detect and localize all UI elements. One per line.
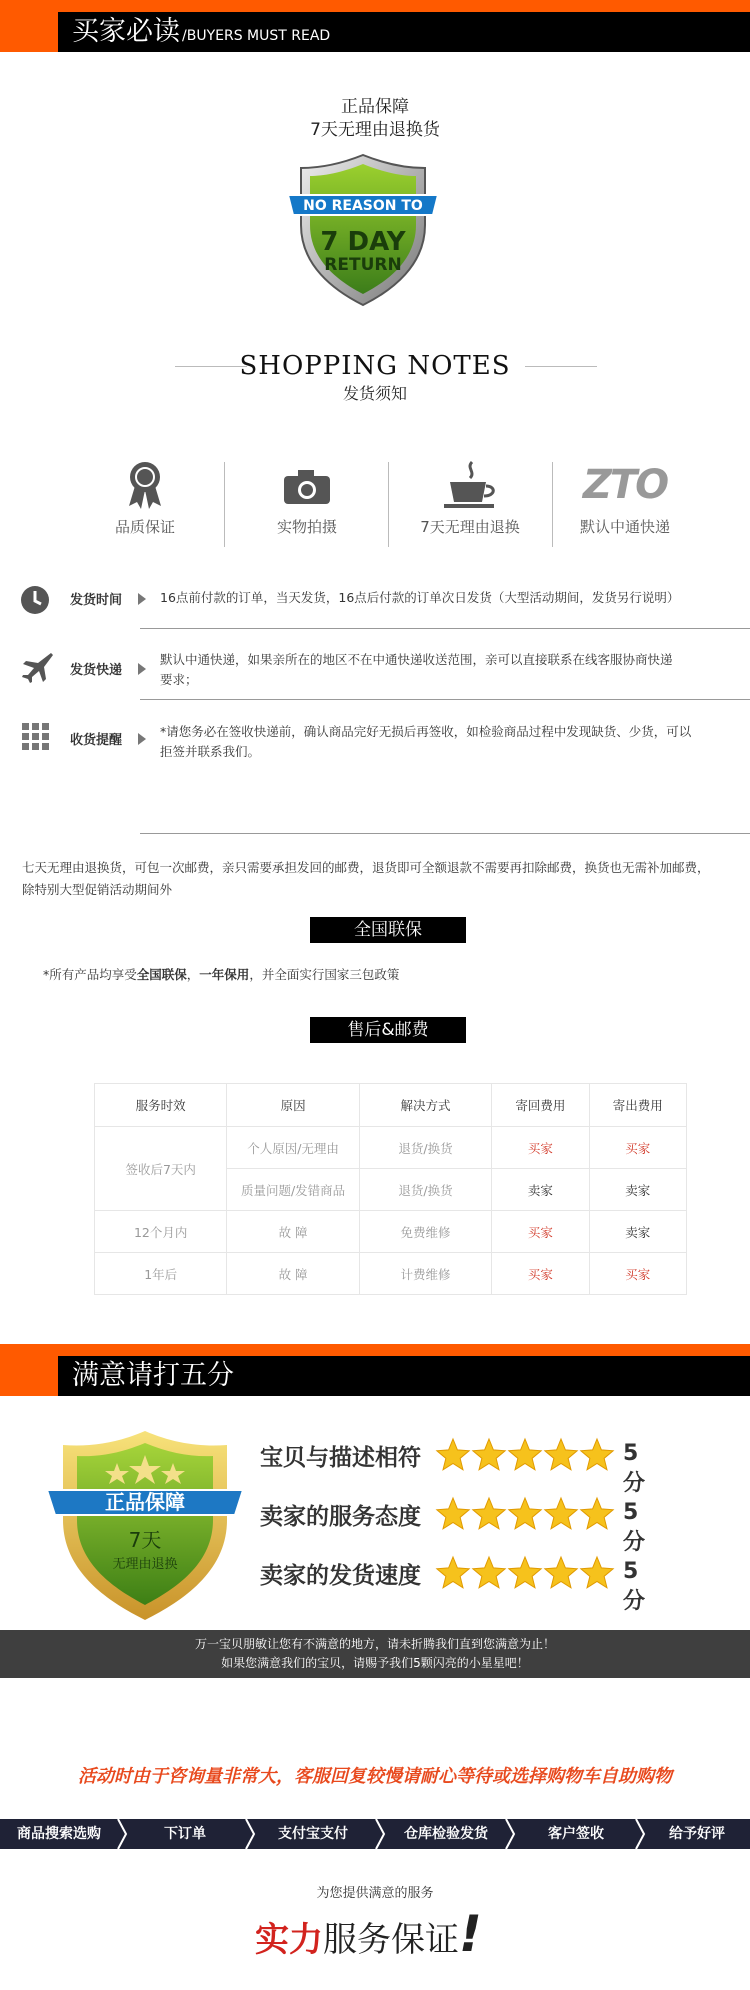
rating-banner-line2: 如果您满意我们的宝贝，请赐予我们5颗闪亮的小星星吧！ bbox=[221, 1656, 529, 1670]
star-icon bbox=[473, 1439, 505, 1470]
chevron-right-icon bbox=[636, 1819, 644, 1849]
table-cell-reason: 故 障 bbox=[227, 1253, 359, 1295]
service-small-text: 为您提供满意的服务 bbox=[316, 1886, 434, 1901]
star-icon bbox=[473, 1557, 505, 1588]
note-text-line1: *请您务必在签收快递前，确认商品完好无损后再签收，如检验商品过程中发现缺货、少货，可以 bbox=[160, 724, 692, 739]
table-cell-send-fee: 买家 bbox=[589, 1127, 686, 1169]
note-ship-time bbox=[20, 580, 750, 620]
star-icon bbox=[581, 1498, 613, 1529]
note-label: 发货时间 bbox=[70, 593, 123, 608]
chevron-right-icon bbox=[506, 1819, 514, 1849]
note-text-line2: 拒签并联系我们。 bbox=[160, 744, 261, 759]
feature-label: 7天无理由退换 bbox=[420, 518, 520, 536]
note-label: 收货提醒 bbox=[70, 733, 123, 748]
note-text bbox=[160, 650, 673, 690]
rating-stars bbox=[435, 1494, 615, 1538]
star-group bbox=[435, 1435, 615, 1475]
note-divider bbox=[140, 699, 750, 700]
rating-label: 宝贝与描述相符 bbox=[260, 1445, 421, 1471]
cup-icon bbox=[442, 460, 498, 510]
notes-bottom-divider bbox=[140, 833, 750, 834]
aftersale-title: 售后&邮费 bbox=[310, 1017, 466, 1043]
flow-step: 支付宝支付 bbox=[278, 1826, 348, 1842]
star-icon bbox=[509, 1557, 541, 1588]
rating-score: 5分 bbox=[623, 1559, 646, 1614]
table-cell-solution: 计费维修 bbox=[359, 1253, 491, 1295]
service-big-black: 服务保证 bbox=[323, 1920, 459, 1960]
badge-title-text: 正品保障 bbox=[105, 1490, 185, 1514]
table-cell-reason: 质量问题/发错商品 bbox=[227, 1169, 359, 1211]
table-cell-return-fee: 买家 bbox=[492, 1127, 589, 1169]
shopping-notes-subtitle: 发货须知 bbox=[342, 384, 407, 403]
header-orange-stripe bbox=[0, 1344, 750, 1356]
buyers-title-text: 买家必读 bbox=[72, 16, 180, 47]
feature-label: 默认中通快递 bbox=[579, 518, 670, 536]
warranty-text-pre: *所有产品均享受 bbox=[43, 967, 137, 982]
guarantee-line1: 正品保障 bbox=[341, 97, 409, 117]
star-icon bbox=[437, 1498, 469, 1529]
return-policy bbox=[22, 857, 742, 901]
table-cell-solution: 免费维修 bbox=[359, 1211, 491, 1253]
purchase-flow-bar bbox=[0, 1819, 750, 1849]
guarantee-text bbox=[0, 96, 750, 142]
airplane-icon bbox=[20, 651, 54, 683]
star-icon bbox=[509, 1498, 541, 1529]
rating-score: 5分 bbox=[623, 1441, 646, 1496]
rating-stars bbox=[435, 1435, 615, 1479]
header-orange-block bbox=[0, 0, 58, 52]
table-cell-reason: 故 障 bbox=[227, 1211, 359, 1253]
guarantee-line2: 7天无理由退换货 bbox=[310, 120, 440, 140]
table-cell-solution: 退货/换货 bbox=[359, 1127, 491, 1169]
rating-score: 5分 bbox=[623, 1500, 646, 1555]
table-cell-period: 1年后 bbox=[95, 1253, 227, 1295]
camera-icon bbox=[282, 466, 332, 506]
flow-chevrons bbox=[0, 1819, 750, 1849]
table-header-cell: 原因 bbox=[227, 1084, 359, 1127]
service-guarantee-title bbox=[255, 1905, 482, 1965]
star-icon bbox=[437, 1557, 469, 1588]
warranty-text-mid: ， bbox=[186, 967, 200, 982]
warranty-text-national: 全国联保 bbox=[136, 967, 187, 982]
flow-step: 仓库检验发货 bbox=[404, 1826, 488, 1842]
buyers-title bbox=[72, 14, 330, 54]
grid-icon bbox=[22, 723, 50, 751]
table-cell-solution: 退货/换货 bbox=[359, 1169, 491, 1211]
rating-label: 卖家的发货速度 bbox=[260, 1563, 421, 1589]
chevron-right-icon bbox=[246, 1819, 254, 1849]
badge-line2-text: 无理由退换 bbox=[112, 1557, 178, 1572]
aftersale-table bbox=[94, 1083, 687, 1295]
badge-top-text: NO REASON TO bbox=[303, 198, 423, 214]
buyers-header bbox=[0, 0, 750, 47]
feature-express bbox=[565, 460, 685, 537]
return-policy-line2: 除特别大型促销活动期间外 bbox=[22, 882, 173, 897]
flow-step: 下订单 bbox=[164, 1826, 206, 1842]
rating-stars bbox=[435, 1553, 615, 1597]
table-cell-return-fee: 买家 bbox=[492, 1253, 589, 1295]
note-text-line2: 要求； bbox=[160, 672, 198, 687]
star-icon bbox=[509, 1439, 541, 1470]
table-cell-return-fee: 卖家 bbox=[492, 1169, 589, 1211]
feature-photo bbox=[257, 460, 357, 537]
table-cell-send-fee: 卖家 bbox=[589, 1211, 686, 1253]
rating-label: 卖家的服务态度 bbox=[260, 1504, 421, 1530]
table-cell-reason: 个人原因/无理由 bbox=[227, 1127, 359, 1169]
note-express bbox=[20, 645, 750, 695]
table-cell-period: 12个月内 bbox=[95, 1211, 227, 1253]
flow-step: 商品搜索选购 bbox=[17, 1826, 101, 1842]
table-header-cell: 寄回费用 bbox=[492, 1084, 589, 1127]
warranty-text bbox=[43, 965, 399, 983]
star-icon bbox=[581, 1557, 613, 1588]
shopping-notes-title: SHOPPING NOTES bbox=[239, 351, 511, 381]
star-icon bbox=[473, 1498, 505, 1529]
table-cell-period: 签收后7天内 bbox=[95, 1127, 227, 1211]
feature-label: 品质保证 bbox=[114, 518, 175, 536]
clock-icon bbox=[20, 585, 50, 615]
table-header-row bbox=[95, 1084, 687, 1127]
feature-return bbox=[405, 460, 535, 537]
note-text bbox=[160, 722, 691, 762]
flow-step: 给予好评 bbox=[669, 1826, 725, 1842]
table-row bbox=[95, 1253, 687, 1295]
service-big-red: 实力 bbox=[255, 1920, 323, 1960]
feature-divider bbox=[552, 462, 553, 547]
star-icon bbox=[545, 1498, 577, 1529]
return-policy-line1: 七天无理由退换货，可包一次邮费，亲只需要承担发回的邮费，退货即可全额退款不需要再扣除邮费，换货也无需补加邮费， bbox=[22, 860, 710, 875]
feature-divider bbox=[224, 462, 225, 547]
flow-step: 客户签收 bbox=[548, 1826, 604, 1842]
feature-quality bbox=[95, 460, 195, 537]
note-arrow-icon bbox=[138, 663, 146, 675]
note-text: 16点前付款的订单，当天发货，16点后付款的订单次日发货（大型活动期间，发货另行说明） bbox=[160, 590, 680, 605]
note-arrow-icon bbox=[138, 593, 146, 605]
star-group bbox=[435, 1553, 615, 1593]
features-row bbox=[0, 460, 750, 550]
medal-icon bbox=[125, 460, 165, 510]
star-icon bbox=[581, 1439, 613, 1470]
feature-divider bbox=[388, 462, 389, 547]
warranty-title: 全国联保 bbox=[310, 917, 466, 943]
rating-header bbox=[0, 1344, 750, 1391]
star-icon bbox=[545, 1557, 577, 1588]
feature-label: 实物拍摄 bbox=[276, 518, 337, 536]
table-row bbox=[95, 1127, 687, 1169]
note-arrow-icon bbox=[138, 733, 146, 745]
table-header-cell: 解决方式 bbox=[359, 1084, 491, 1127]
note-label: 发货快递 bbox=[70, 663, 123, 678]
table-cell-send-fee: 买家 bbox=[589, 1253, 686, 1295]
rating-title: 满意请打五分 bbox=[72, 1360, 234, 1391]
star-icon bbox=[545, 1439, 577, 1470]
rating-banner-line1: 万一宝贝朋敏让您有不满意的地方，请未折腾我们直到您满意为止！ bbox=[194, 1637, 555, 1651]
note-divider bbox=[140, 628, 750, 629]
star-icon bbox=[437, 1439, 469, 1470]
badge-bot-text: RETURN bbox=[324, 255, 402, 275]
note-text-line1: 默认中通快递，如果亲所在的地区不在中通快递收送范围，亲可以直接联系在线客服协商快递 bbox=[160, 652, 673, 667]
table-cell-send-fee: 卖家 bbox=[589, 1169, 686, 1211]
chevron-right-icon bbox=[376, 1819, 384, 1849]
rating-banner bbox=[0, 1630, 750, 1678]
zto-logo-icon: ZTO bbox=[582, 462, 668, 508]
service-exclaim: ! bbox=[459, 1905, 482, 1963]
table-header-cell: 寄出费用 bbox=[589, 1084, 686, 1127]
star-group bbox=[435, 1494, 615, 1534]
note-receive bbox=[20, 717, 750, 767]
warranty-text-post: ，并全面实行国家三包政策 bbox=[249, 967, 400, 982]
consult-notice: 活动时由于咨询量非常大，客服回复较慢请耐心等待或选择购物车自助购物 bbox=[78, 1766, 672, 1787]
table-cell-return-fee: 买家 bbox=[492, 1211, 589, 1253]
header-orange-block bbox=[0, 1344, 58, 1396]
chevron-right-icon bbox=[118, 1819, 126, 1849]
seven-day-return-badge-icon bbox=[283, 150, 443, 310]
header-orange-stripe bbox=[0, 0, 750, 12]
genuine-guarantee-badge-icon bbox=[45, 1425, 245, 1625]
badge-line1-text: 7天 bbox=[128, 1528, 162, 1552]
table-header-cell: 服务时效 bbox=[95, 1084, 227, 1127]
warranty-text-year: 一年保用 bbox=[199, 967, 250, 982]
table-row bbox=[95, 1211, 687, 1253]
buyers-subtitle: /BUYERS MUST READ bbox=[182, 28, 331, 44]
badge-mid-text: 7 DAY bbox=[320, 227, 406, 257]
